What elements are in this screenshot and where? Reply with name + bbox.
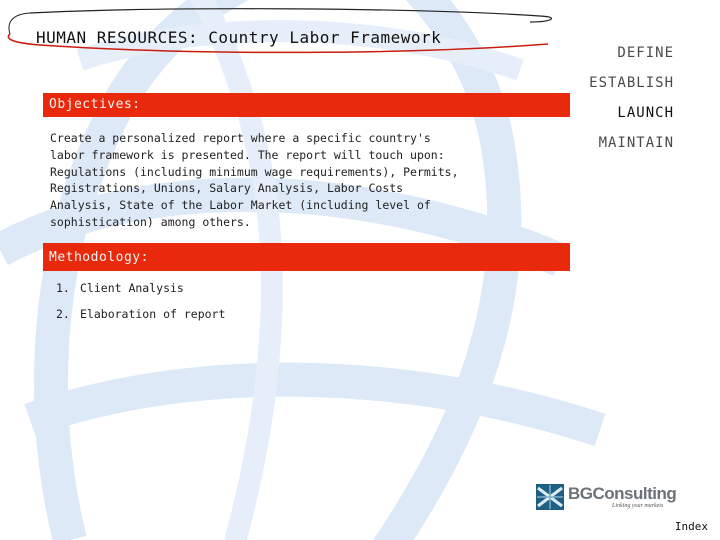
company-logo — [536, 482, 696, 514]
list-item — [56, 306, 225, 332]
nav-item-maintain[interactable]: MAINTAIN — [598, 135, 674, 151]
methodology-heading: Methodology: — [43, 243, 570, 271]
nav-item-launch[interactable]: LAUNCH — [617, 105, 674, 121]
list-item-text: Elaboration of report — [80, 307, 226, 321]
list-item — [56, 280, 225, 306]
page-title: HUMAN RESOURCES: Country Labor Framework — [36, 28, 442, 47]
list-item-number: 1. — [56, 281, 70, 295]
logo-tagline: Linking your markets — [612, 503, 664, 509]
objectives-heading: Objectives: — [43, 93, 570, 117]
list-item-number: 2. — [56, 307, 70, 321]
logo-wordmark: BGConsulting — [568, 484, 677, 503]
title-banner — [0, 6, 560, 54]
globe-icon — [536, 484, 564, 510]
methodology-list — [56, 280, 225, 332]
index-link[interactable]: Index — [674, 520, 708, 533]
phase-nav — [589, 38, 674, 158]
list-item-text: Client Analysis — [80, 281, 184, 295]
objectives-text: Create a personalized report where a specific country's labor framework is presented. The report will touch upon: Regulations (including minimum wage requirements), Permits, Registrations, Unions, Salary Analysis, Labor Costs Analysis, State of the Labor Market (including level of sophistication) among others. — [50, 131, 459, 229]
nav-item-define[interactable]: DEFINE — [617, 45, 674, 61]
nav-item-establish[interactable]: ESTABLISH — [589, 75, 674, 91]
